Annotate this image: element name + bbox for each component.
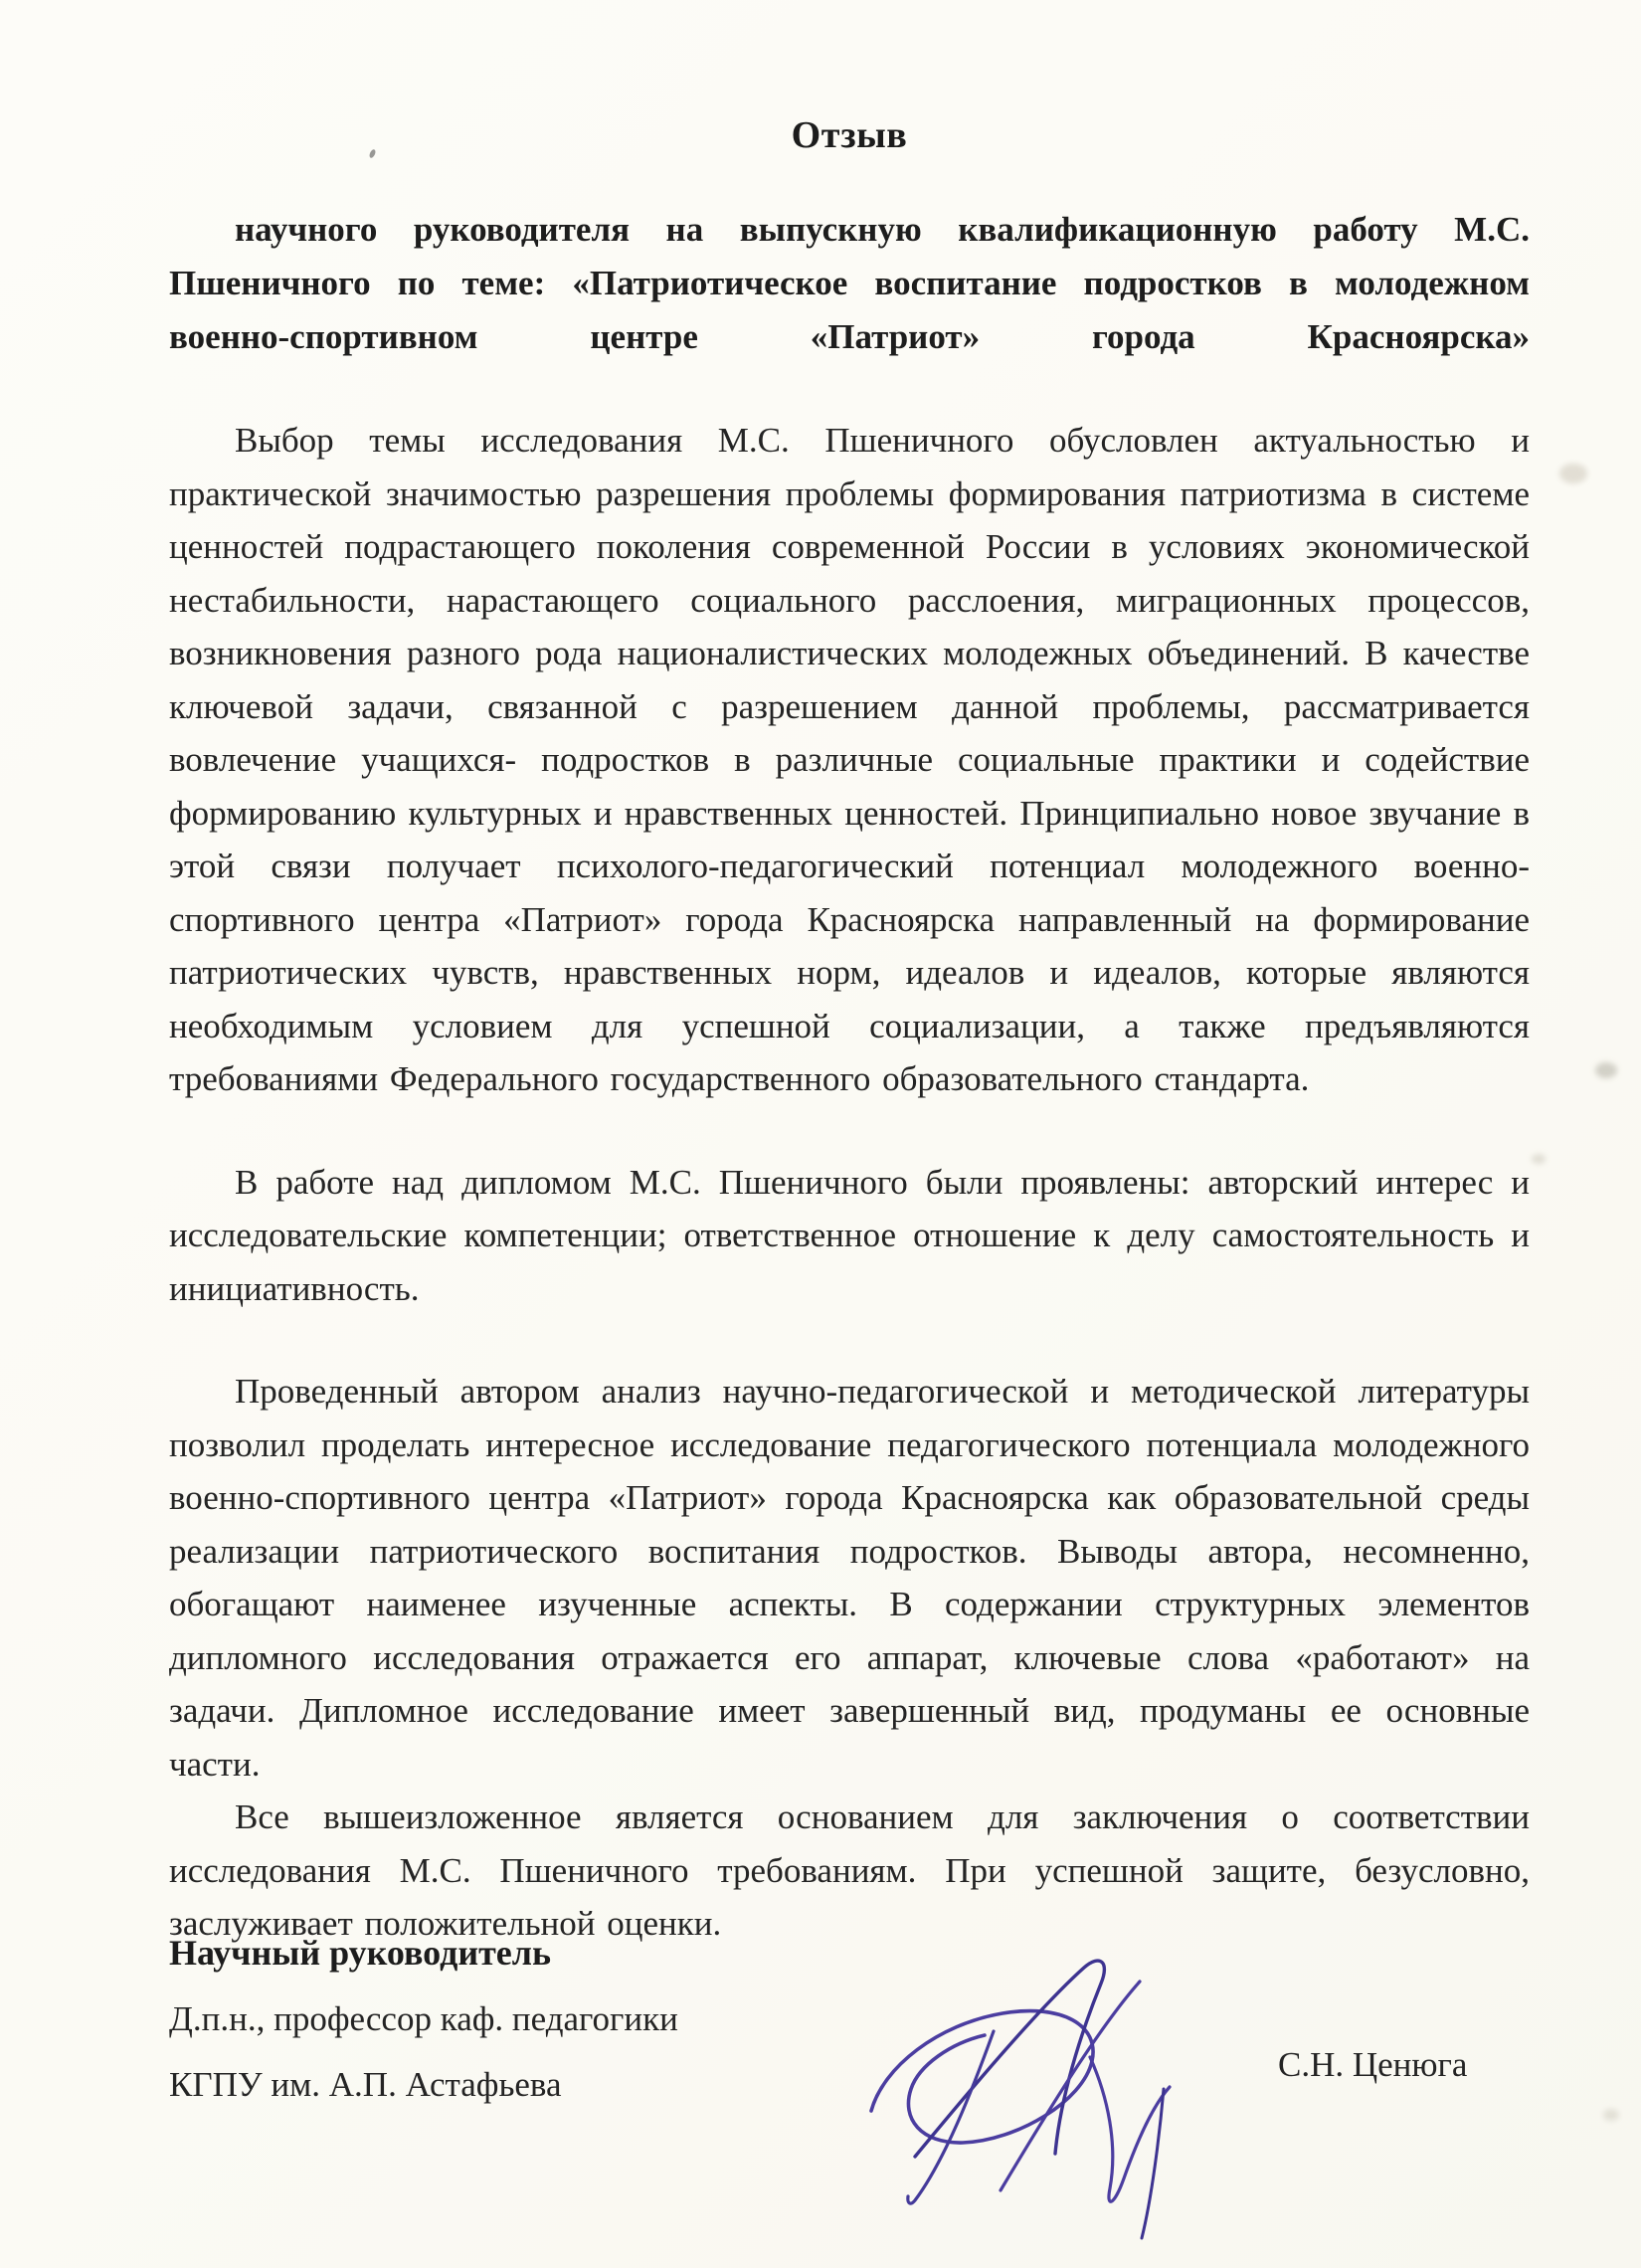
signature-name: С.Н. Ценюга bbox=[1278, 2045, 1468, 2084]
document-heading: научного руководителя на выпускную квалификационную работу М.С. Пшеничного по теме: «Патриотическое воспитание подростков в молодежном военно-спортивном центре «Патриот» города Красноярска» bbox=[169, 210, 1530, 356]
scan-artifact bbox=[1559, 464, 1587, 483]
scan-artifact bbox=[1595, 1062, 1617, 1078]
signature-role: Научный руководитель bbox=[169, 1933, 551, 1973]
paragraph-analysis: Проведенный автором анализ научно-педагогической и методической литературы позволил проделать интересное исследование педагогического потенциала молодежного военно-спортивного центра «Патриот» города Красноярска как образовательной среды реализации патриотического воспитания подростков. Выводы автора, несомненно, обогащают наименее изученные аспекты. В содержании структурных элементов дипломного исследования отражается его аппарат, ключевые слова «работают» на задачи. Дипломное исследование имеет завершенный вид, продуманы ее основные части. bbox=[169, 1372, 1530, 1784]
document-title: Отзыв bbox=[791, 114, 908, 156]
scan-artifact bbox=[1532, 1154, 1546, 1164]
paragraph-topic-relevance: Выбор темы исследования М.С. Пшеничного обусловлен актуальностью и практической значимостью разрешения проблемы формирования патриотизма в системе ценностей подрастающего поколения современной России в условиях экономической нестабильности, нарастающего социального расслоения, миграционных процессов, возникновения разного рода националистических молодежных объединений. В качестве ключевой задачи, связанной с разрешением данной проблемы, рассматривается вовлечение учащихся- подростков в различные социальные практики и содействие формированию культурных и нравственных ценностей. Принципиально новое звучание в этой связи получает психолого-педагогический потенциал молодежного военно-спортивного центра «Патриот» города Красноярска направленный на формирование патриотических чувств, нравственных норм, идеалов и идеалов, которые являются необходимым условием для успешной социализации, а также предъявляются требованиями Федерального государственного образовательного стандарта. bbox=[169, 421, 1530, 1098]
document-body bbox=[169, 111, 1530, 1951]
paragraph-author-qualities: В работе над дипломом М.С. Пшеничного были проявлены: авторский интерес и исследовательские компетенции; ответственное отношение к делу самостоятельность и инициативность. bbox=[169, 1162, 1530, 1308]
scan-artifact bbox=[1603, 2109, 1619, 2121]
paragraph-conclusion: Все вышеизложенное является основанием для заключения о соответствии исследования М.С. Пшеничного требованиям. При успешной защите, безусловно, заслуживает положительной оценки. bbox=[169, 1797, 1530, 1943]
handwritten-signature-icon bbox=[853, 1940, 1191, 2248]
signature-university: КГПУ им. А.П. Астафьева bbox=[169, 2065, 562, 2104]
signature-degree: Д.п.н., профессор каф. педагогики bbox=[169, 1999, 678, 2038]
